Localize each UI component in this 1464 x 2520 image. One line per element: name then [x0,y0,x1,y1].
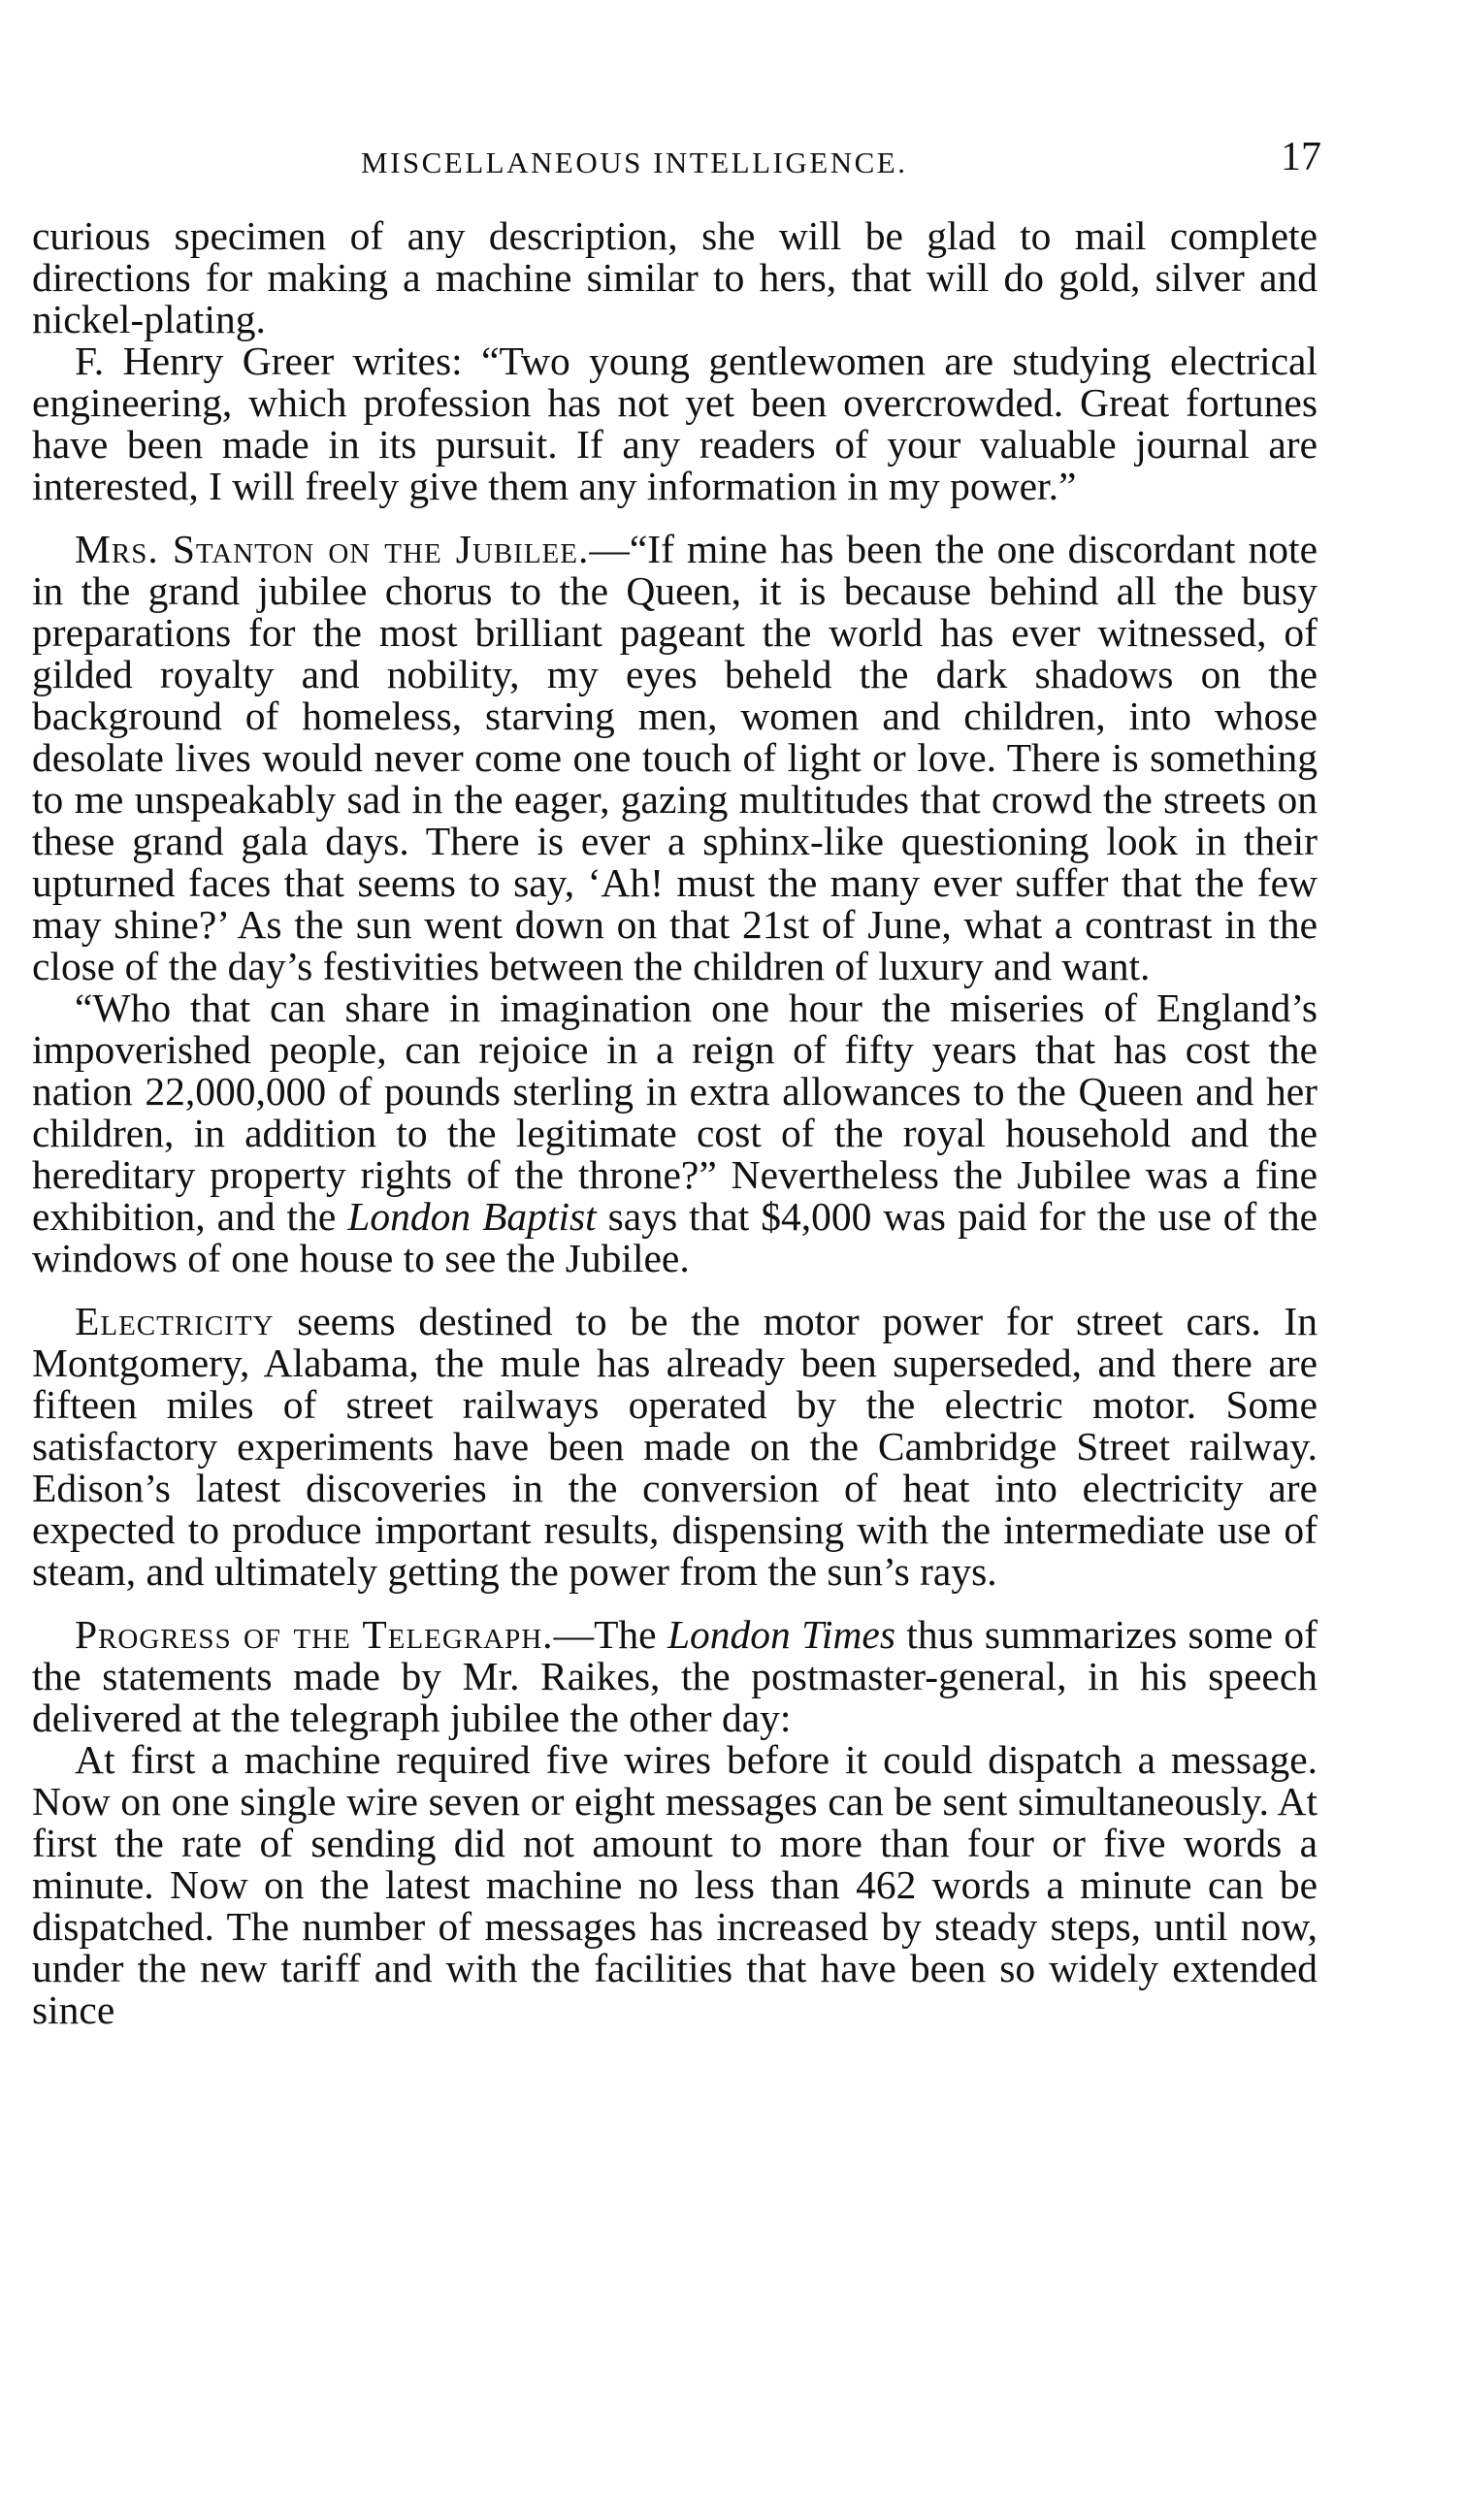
paragraph-plating-continuation: curious specimen of any description, she will be glad to mail complete directions for making a machine similar to hers, that will do gold, silver and nickel-plating. [32,213,1318,341]
section-heading-telegraph: Progress of the Telegraph. [75,1612,554,1657]
london-baptist-title: London Baptist [347,1194,597,1239]
london-times-title: London Times [667,1612,895,1657]
telegraph-text-b: thus summarizes some of the statements made by Mr. Raikes, the postmaster-general, in his speech delivered at the telegraph jubilee the other day: [32,1612,1318,1740]
paragraph-greer-letter: F. Henry Greer writes: “Two young gentlewomen are studying electrical engineering, which profession has not yet been overcrowded. Great fortunes have been made in its pursuit. If any readers of your valuable journal are interested, I will freely give them any information in my power.” [32,339,1318,508]
running-head: MISCELLANEOUS INTELLIGENCE. [361,145,908,179]
paragraph-jubilee-cost [32,987,1318,1279]
stanton-text: —“If mine has been the one discordant note in the grand jubilee chorus to the Queen, it is because behind all the busy preparations for the most brilliant pageant the world has ever witnessed, of gilded royalty and nobility, my eyes beheld the dark shadows on the background of homeless, starving men, women and children, into whose desolate lives would never come one touch of light or love. There is something to me unspeakably sad in the eager, gazing multitudes that crowd the streets on these grand gala days. There is ever a sphinx-like questioning look in their upturned faces that seems to say, ‘Ah! must the many ever suffer that the few may shine?’ As the sun went down on that 21st of June, what a contrast in the close of the day’s festivities between the children of luxury and want. [32,527,1318,988]
section-heading-electricity: Electricity [75,1299,275,1343]
section-heading-stanton: Mrs. Stanton on the Jubilee. [75,527,590,571]
paragraph-telegraph [32,1614,1318,1739]
page-number: 17 [1281,135,1321,179]
paragraph-stanton-jubilee [32,529,1318,987]
electricity-text: seems destined to be the motor power for street cars. In Montgomery, Alabama, the mule has already been superseded, and there are fifteen miles of street railways operated by the electric motor. Some satisfactory experiments have been made on the Cambridge Street railway. Edison’s latest discoveries in the conversion of heat into electricity are expected to produce important results, dispensing with the intermediate use of steam, and ultimately getting the power from the sun’s rays. [32,1299,1318,1594]
paragraph-electricity [32,1301,1318,1593]
telegraph-text-a: —The [553,1612,657,1657]
paragraph-telegraph-progress: At first a machine required five wires before it could dispatch a message. Now on one single wire seven or eight messages can be sent simultaneously. At first the rate of sending did not amount to more than four or five words a minute. Now on the latest machine no less than 462 words a minute can be dispatched. The number of messages has increased by steady steps, until now, under the new tariff and with the facilities that have been so widely extended since [32,1737,1318,2032]
page-header [361,134,1321,192]
jubilee-cost-text-a: “Who that can share in imagination one hour the miseries of England’s impoverished people, can rejoice in a reign of fifty years that has cost the nation 22,000,000 of pounds sterling in extra allowances to the Queen and her children, in addition to the legitimate cost of the royal household and the hereditary property rights of the throne?” Nevertheless the Jubilee was a fine exhibition, and the [32,985,1318,1239]
article-body [32,215,1318,2031]
jubilee-cost-text-b: says that $4,000 was paid for the use of the windows of one house to see the Jubilee. [32,1194,1318,1280]
